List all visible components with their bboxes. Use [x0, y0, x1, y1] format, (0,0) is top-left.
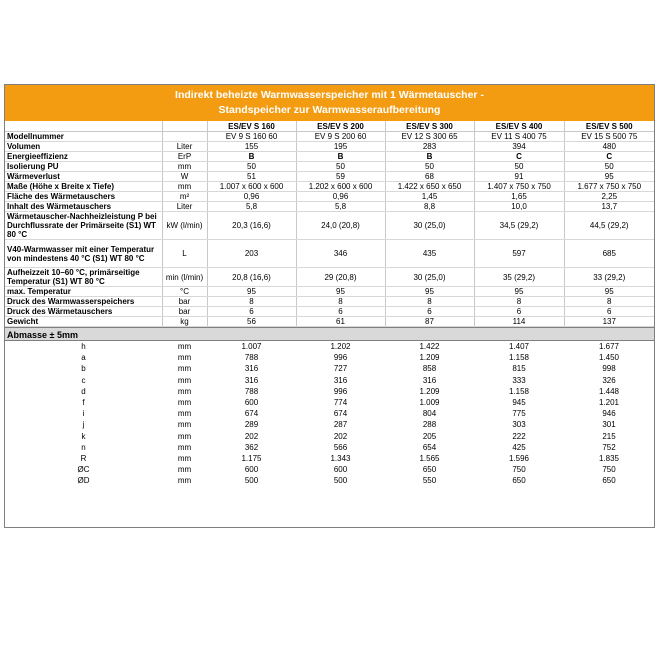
spec-row: [5, 212, 654, 240]
header-unit-cell: [162, 121, 207, 132]
spec-value: 50: [385, 162, 474, 172]
spec-value: 87: [385, 317, 474, 327]
dimension-label: k: [81, 431, 86, 441]
model-header: ES/EV S 500: [564, 121, 654, 132]
dimension-unit: mm: [177, 409, 192, 419]
dimension-value: 858: [422, 364, 437, 374]
spec-value: 34,5 (29,2): [474, 212, 564, 240]
model-header-row: [5, 121, 654, 132]
dimension-value: 550: [422, 476, 437, 486]
spec-value: 195: [296, 142, 385, 152]
dimension-row: [5, 464, 654, 475]
spec-value: 56: [207, 317, 296, 327]
dimension-value: 788: [244, 386, 259, 396]
spec-row: [5, 142, 654, 152]
spec-unit: [162, 132, 207, 142]
spec-value: 51: [207, 172, 296, 182]
title-line-1: Indirekt beheizte Warmwasserspeicher mit 1 Wärmetauscher -: [175, 89, 484, 101]
dimension-label: ØD: [77, 476, 90, 486]
dimension-row: [5, 375, 654, 386]
spec-label: Isolierung PU: [5, 162, 162, 172]
dimension-unit: mm: [177, 431, 192, 441]
dimension-value: 362: [244, 442, 259, 452]
spec-value: 95: [564, 172, 654, 182]
dimension-value: 674: [333, 409, 348, 419]
spec-label: Gewicht: [5, 317, 162, 327]
dimension-row: [5, 419, 654, 430]
spec-row: [5, 192, 654, 202]
spec-value: EV 15 S 500 75: [564, 132, 654, 142]
spec-row: [5, 172, 654, 182]
spec-row: [5, 162, 654, 172]
dimension-value: 1.835: [598, 453, 620, 463]
dimension-value: 1.158: [508, 386, 530, 396]
dimension-value: 650: [512, 476, 526, 486]
spec-value: 0,96: [296, 192, 385, 202]
dimension-value: 289: [244, 420, 259, 430]
spec-value: EV 9 S 200 60: [296, 132, 385, 142]
spec-table: [5, 121, 654, 327]
dimension-value: 1.175: [241, 453, 262, 463]
dimension-label: ØC: [77, 465, 90, 475]
spec-value: 0,96: [207, 192, 296, 202]
dimension-row: [5, 363, 654, 374]
dimension-value: 425: [512, 442, 526, 452]
spec-value: 435: [385, 240, 474, 268]
dimension-value: 303: [512, 420, 526, 430]
model-header: ES/EV S 300: [385, 121, 474, 132]
spec-value: 394: [474, 142, 564, 152]
spec-value: 8: [385, 297, 474, 307]
spec-unit: bar: [162, 307, 207, 317]
dimension-value: 500: [333, 476, 348, 486]
dimension-value: 1.596: [508, 453, 530, 463]
spec-value: 59: [296, 172, 385, 182]
dimension-unit: mm: [177, 342, 192, 352]
spec-value: 6: [207, 307, 296, 317]
dimension-value: 202: [333, 431, 348, 441]
dimension-value: 1.565: [419, 453, 440, 463]
spec-value: 10,0: [474, 202, 564, 212]
spec-value: 137: [564, 317, 654, 327]
spec-value: 114: [474, 317, 564, 327]
dimension-value: 788: [244, 353, 259, 363]
spec-row: [5, 317, 654, 327]
spec-value: 50: [474, 162, 564, 172]
spec-unit: mm: [162, 162, 207, 172]
dimension-value: 287: [333, 420, 348, 430]
dimension-label: h: [81, 342, 86, 352]
spec-value: 29 (20,8): [296, 268, 385, 287]
spec-value: 1,65: [474, 192, 564, 202]
spec-row: [5, 132, 654, 142]
spec-unit: m²: [162, 192, 207, 202]
dimension-value: 222: [512, 431, 526, 441]
dimension-unit: mm: [177, 364, 192, 374]
dimension-value: 1.009: [419, 398, 440, 408]
spec-unit: kg: [162, 317, 207, 327]
dimension-label: i: [82, 409, 85, 419]
spec-value: 1.677 x 750 x 750: [564, 182, 654, 192]
spec-value: C: [474, 152, 564, 162]
dimensions-table: [5, 341, 654, 486]
dimension-value: 674: [244, 409, 259, 419]
spec-value: 1.422 x 650 x 650: [385, 182, 474, 192]
spec-value: 35 (29,2): [474, 268, 564, 287]
spec-value: 91: [474, 172, 564, 182]
spec-label: Aufheizzeit 10–60 °C, primärseitige Temperatur (S1) WT 80 °C: [5, 268, 162, 287]
dimension-value: 1.448: [598, 386, 620, 396]
model-header: ES/EV S 160: [207, 121, 296, 132]
spec-value: 95: [296, 287, 385, 297]
spec-value: 5,8: [207, 202, 296, 212]
spec-value: 50: [296, 162, 385, 172]
spec-value: 155: [207, 142, 296, 152]
section-header-dimensions: Abmasse ± 5mm: [5, 327, 654, 341]
spec-unit: bar: [162, 297, 207, 307]
dimension-value: 1.422: [419, 342, 440, 352]
dimension-value: 752: [602, 442, 616, 452]
dimension-value: 215: [602, 431, 616, 441]
dimension-label: f: [82, 398, 85, 408]
dimension-row: [5, 352, 654, 363]
dimension-value: 1.202: [330, 342, 351, 352]
dimension-unit: mm: [177, 476, 192, 486]
spec-label: max. Temperatur: [5, 287, 162, 297]
dimension-value: 750: [602, 465, 616, 475]
spec-value: 6: [385, 307, 474, 317]
spec-row: [5, 307, 654, 317]
spec-value: 8,8: [385, 202, 474, 212]
dimension-label: b: [81, 364, 86, 374]
spec-row: [5, 240, 654, 268]
spec-value: 346: [296, 240, 385, 268]
dimension-value: 650: [422, 465, 437, 475]
spec-label: Wärmeverlust: [5, 172, 162, 182]
model-header: ES/EV S 400: [474, 121, 564, 132]
dimension-row: [5, 442, 654, 453]
spec-unit: L: [162, 240, 207, 268]
dimension-value: 1.407: [508, 342, 530, 352]
dimension-value: 727: [333, 364, 348, 374]
dimension-value: 500: [244, 476, 259, 486]
spec-value: 8: [296, 297, 385, 307]
spec-value: 95: [564, 287, 654, 297]
dimension-value: 333: [512, 375, 526, 385]
spec-value: 203: [207, 240, 296, 268]
spec-value: 1.007 x 600 x 600: [207, 182, 296, 192]
spec-value: 13,7: [564, 202, 654, 212]
dimension-label: d: [81, 386, 86, 396]
spec-value: 597: [474, 240, 564, 268]
model-header: ES/EV S 200: [296, 121, 385, 132]
dimension-row: [5, 397, 654, 408]
dimension-row: [5, 453, 654, 464]
header-label-cell: [5, 121, 162, 132]
spec-value: 50: [564, 162, 654, 172]
dimension-value: 1.158: [508, 353, 530, 363]
spec-value: 95: [207, 287, 296, 297]
table-title: [5, 85, 654, 121]
spec-row: [5, 268, 654, 287]
spec-unit: W: [162, 172, 207, 182]
dimension-value: 316: [333, 375, 348, 385]
dimension-label: a: [81, 353, 86, 363]
spec-label: Energieeffizienz: [5, 152, 162, 162]
spec-value: 33 (29,2): [564, 268, 654, 287]
dimension-value: 1.209: [419, 386, 440, 396]
dimension-row: [5, 341, 654, 352]
dimension-row: [5, 475, 654, 486]
spec-value: 68: [385, 172, 474, 182]
spec-value: 95: [474, 287, 564, 297]
spec-label: Wärmetauscher-Nachheizleistung P bei Durchflussrate der Primärseite (S1) WT 80 °C: [5, 212, 162, 240]
spec-value: 50: [207, 162, 296, 172]
spec-unit: °C: [162, 287, 207, 297]
spec-value: B: [385, 152, 474, 162]
dimension-row: [5, 408, 654, 419]
dimension-unit: mm: [177, 453, 192, 463]
spec-sheet: [4, 84, 655, 528]
spec-label: Modellnummer: [5, 132, 162, 142]
spec-value: 6: [296, 307, 385, 317]
spec-value: 5,8: [296, 202, 385, 212]
dimension-value: 205: [422, 431, 437, 441]
spec-label: Druck des Wärmetauschers: [5, 307, 162, 317]
dimension-value: 946: [602, 409, 616, 419]
dimension-value: 1.343: [330, 453, 351, 463]
spec-row: [5, 202, 654, 212]
spec-value: 8: [564, 297, 654, 307]
dimension-value: 996: [333, 386, 348, 396]
dimension-value: 326: [602, 375, 616, 385]
dimension-value: 566: [333, 442, 348, 452]
spec-value: 1.202 x 600 x 600: [296, 182, 385, 192]
spec-row: [5, 152, 654, 162]
dimension-value: 1.677: [598, 342, 620, 352]
dimension-value: 775: [512, 409, 526, 419]
dimension-value: 316: [244, 375, 259, 385]
dimension-value: 600: [244, 398, 259, 408]
spec-unit: ErP: [162, 152, 207, 162]
spec-unit: kW (l/min): [162, 212, 207, 240]
dimension-value: 996: [333, 353, 348, 363]
spec-value: 8: [474, 297, 564, 307]
dimension-value: 815: [512, 364, 526, 374]
spec-value: EV 12 S 300 65: [385, 132, 474, 142]
dimension-value: 600: [244, 465, 259, 475]
spec-value: 61: [296, 317, 385, 327]
dimension-label: c: [81, 375, 86, 385]
spec-value: 1.407 x 750 x 750: [474, 182, 564, 192]
dimension-value: 288: [422, 420, 437, 430]
spec-value: B: [207, 152, 296, 162]
spec-label: Druck des Warmwasserspeichers: [5, 297, 162, 307]
spec-row: [5, 297, 654, 307]
dimension-label: R: [80, 453, 87, 463]
spec-value: 30 (25,0): [385, 268, 474, 287]
spec-value: B: [296, 152, 385, 162]
spec-unit: min (l/min): [162, 268, 207, 287]
dimension-unit: mm: [177, 442, 192, 452]
dimension-value: 650: [602, 476, 616, 486]
dimension-value: 316: [422, 375, 437, 385]
spec-value: 20,3 (16,6): [207, 212, 296, 240]
dimension-value: 750: [512, 465, 526, 475]
spec-label: Volumen: [5, 142, 162, 152]
dimension-value: 1.007: [241, 342, 262, 352]
spec-value: 6: [474, 307, 564, 317]
spec-label: Inhalt des Wärmetauschers: [5, 202, 162, 212]
dimension-row: [5, 431, 654, 442]
spec-unit: Liter: [162, 202, 207, 212]
spec-value: 30 (25,0): [385, 212, 474, 240]
spec-value: 20,8 (16,6): [207, 268, 296, 287]
dimension-value: 774: [333, 398, 348, 408]
spec-label: V40-Warmwasser mit einer Temperatur von mindestens 40 °C (S1) WT 80 °C: [5, 240, 162, 268]
spec-row: [5, 287, 654, 297]
spec-value: EV 11 S 400 75: [474, 132, 564, 142]
dimension-value: 600: [333, 465, 348, 475]
spec-value: 283: [385, 142, 474, 152]
dimension-value: 1.450: [598, 353, 620, 363]
dimension-value: 654: [422, 442, 437, 452]
dimension-unit: mm: [177, 353, 192, 363]
dimension-unit: mm: [177, 375, 192, 385]
spec-value: EV 9 S 160 60: [207, 132, 296, 142]
spec-value: 2,25: [564, 192, 654, 202]
spec-unit: Liter: [162, 142, 207, 152]
dimension-value: 1.209: [419, 353, 440, 363]
dimension-unit: mm: [177, 465, 192, 475]
spec-value: 44,5 (29,2): [564, 212, 654, 240]
dimension-unit: mm: [177, 386, 192, 396]
spec-value: 6: [564, 307, 654, 317]
spec-value: C: [564, 152, 654, 162]
spec-value: 685: [564, 240, 654, 268]
dimension-value: 804: [422, 409, 437, 419]
spec-value: 8: [207, 297, 296, 307]
dimension-row: [5, 386, 654, 397]
spec-label: Fläche des Wärmetauschers: [5, 192, 162, 202]
dimension-value: 301: [602, 420, 616, 430]
spec-row: [5, 182, 654, 192]
dimension-value: 316: [244, 364, 259, 374]
spec-value: 1,45: [385, 192, 474, 202]
dimension-label: n: [81, 442, 86, 452]
dimension-unit: mm: [177, 398, 192, 408]
dimension-value: 945: [512, 398, 526, 408]
dimension-value: 998: [602, 364, 616, 374]
spec-value: 95: [385, 287, 474, 297]
spec-value: 480: [564, 142, 654, 152]
dimension-value: 1.201: [598, 398, 620, 408]
dimension-value: 202: [244, 431, 259, 441]
spec-unit: mm: [162, 182, 207, 192]
spec-label: Maße (Höhe x Breite x Tiefe): [5, 182, 162, 192]
dimension-unit: mm: [177, 420, 192, 430]
title-line-2: Standspeicher zur Warmwasseraufbereitung: [218, 104, 441, 116]
spec-value: 24,0 (20,8): [296, 212, 385, 240]
dimension-label: j: [82, 420, 85, 430]
